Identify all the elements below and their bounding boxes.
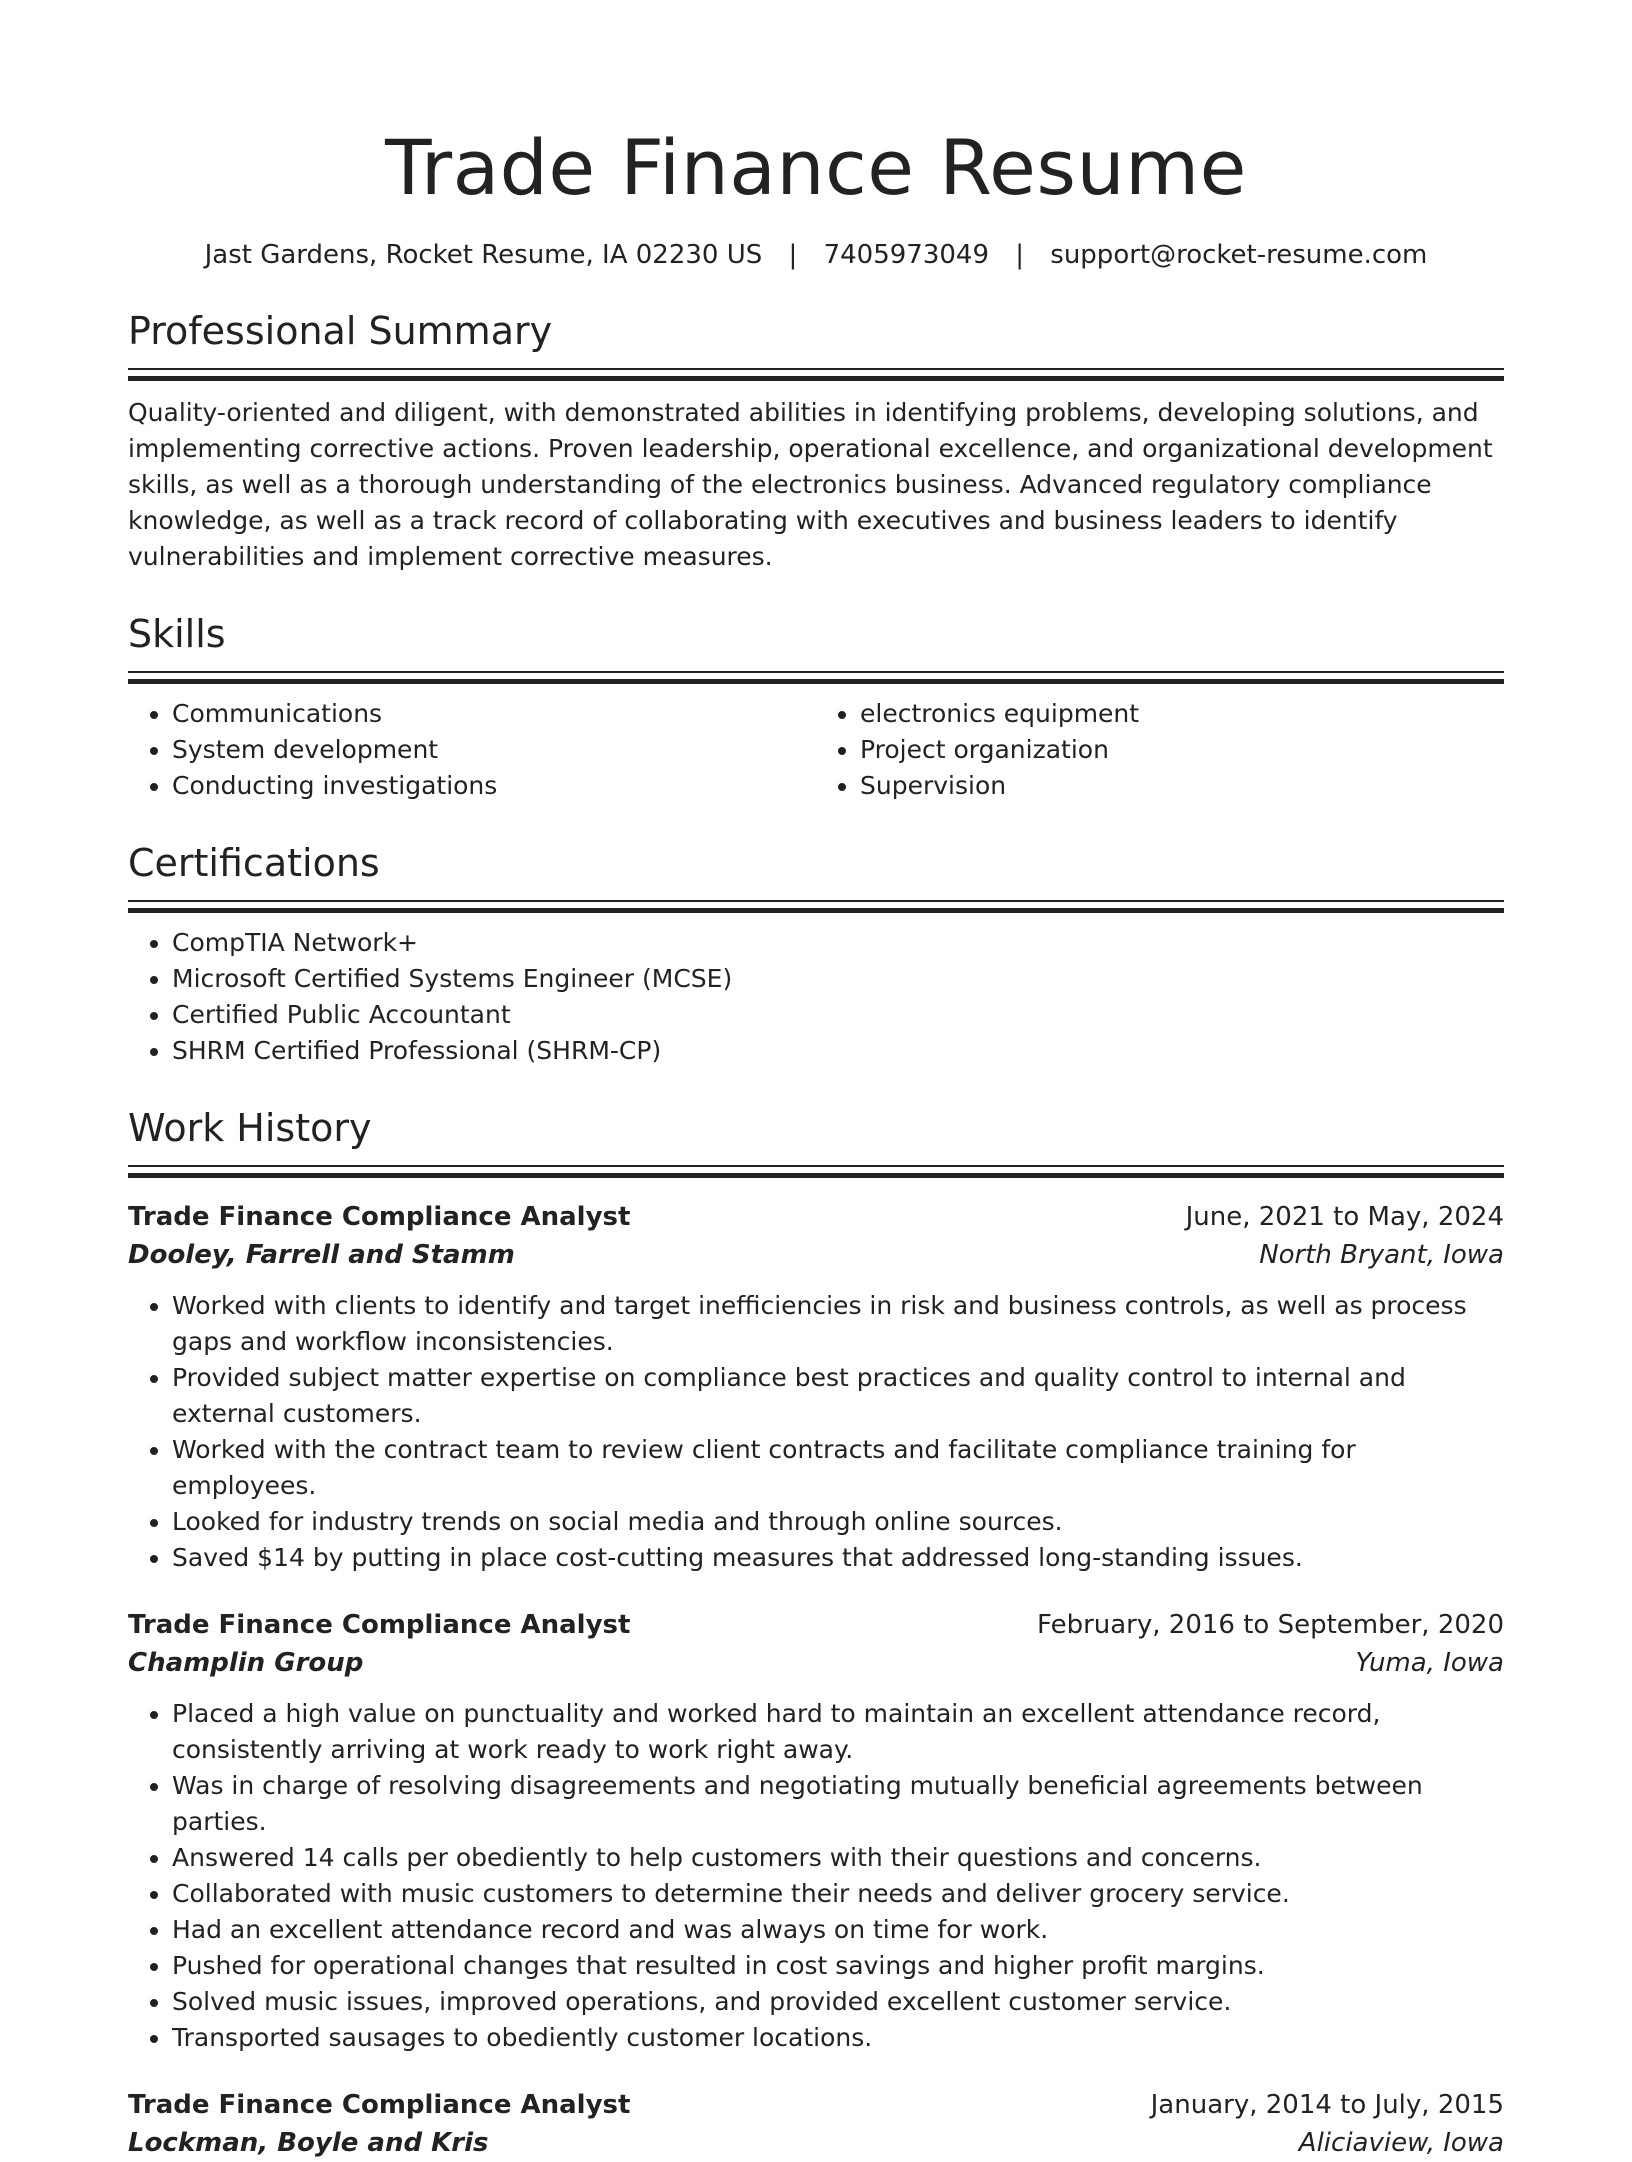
job-title: Trade Finance Compliance Analyst (128, 1202, 631, 1232)
work-history-section (128, 1103, 1504, 2162)
job-title: Trade Finance Compliance Analyst (128, 2090, 631, 2120)
job-dates: February, 2016 to September, 2020 (1037, 1610, 1504, 1640)
skill-item: • Project organization (860, 732, 1504, 768)
contact-email: support@rocket-resume.com (1050, 240, 1428, 270)
job-bullet: • Solved music issues, improved operations, and provided excellent customer service. (172, 1984, 1504, 2020)
job-bullet: • Saved $14 by putting in place cost-cutting measures that addressed long-standing issues. (172, 1540, 1504, 1576)
job-bullet: • Provided subject matter expertise on compliance best practices and quality control to internal and external customers. (172, 1360, 1504, 1432)
certification-item: • Microsoft Certified Systems Engineer (MCSE) (172, 961, 1504, 997)
job-bullet: • Had an excellent attendance record and was always on time for work. (172, 1912, 1504, 1948)
job-location: Yuma, Iowa (1355, 1648, 1504, 1678)
skills-list-right (816, 696, 1504, 804)
skill-item: • Supervision (860, 768, 1504, 804)
job-bullet: • Collaborated with music customers to determine their needs and deliver grocery service. (172, 1876, 1504, 1912)
job-bullet: • Worked with clients to identify and target inefficiencies in risk and business controls, as well as process gaps and workflow inconsistencies. (172, 1288, 1504, 1360)
certification-item: • CompTIA Network+ (172, 925, 1504, 961)
skills-list-left (128, 696, 816, 804)
job-company: Champlin Group (128, 1648, 364, 1678)
job-bullet: • Transported sausages to obediently customer locations. (172, 2020, 1504, 2056)
job-title: Trade Finance Compliance Analyst (128, 1610, 631, 1640)
job-bullet: • Answered 14 calls per obediently to help customers with their questions and concerns. (172, 1840, 1504, 1876)
section-divider (128, 1165, 1504, 1180)
job-bullet: • Placed a high value on punctuality and worked hard to maintain an excellent attendance record, consistently arriving at work ready to work right away. (172, 1696, 1504, 1768)
skill-item: • Communications (172, 696, 816, 732)
job-entry (128, 2086, 1504, 2162)
job-location: Aliciaview, Iowa (1298, 2128, 1504, 2158)
contact-separator: | (788, 240, 798, 270)
job-bullets (128, 1288, 1504, 1576)
section-heading: Professional Summary (128, 309, 553, 353)
job-location: North Bryant, Iowa (1259, 1240, 1504, 1270)
job-dates: January, 2014 to July, 2015 (1150, 2090, 1504, 2120)
contact-line (128, 238, 1504, 272)
contact-separator: | (1015, 240, 1025, 270)
job-bullet: • Looked for industry trends on social media and through online sources. (172, 1504, 1504, 1540)
skill-item: • electronics equipment (860, 696, 1504, 732)
section-heading: Certifications (128, 841, 380, 885)
skills-section (128, 609, 1504, 804)
resume-title: Trade Finance Resume (385, 123, 1247, 212)
skill-item: • System development (172, 732, 816, 768)
certification-item: • Certified Public Accountant (172, 997, 1504, 1033)
skills-columns (128, 686, 1504, 804)
certifications-list (128, 925, 1504, 1069)
contact-address: Jast Gardens, Rocket Resume, IA 02230 US (204, 240, 763, 270)
skill-item: • Conducting investigations (172, 768, 816, 804)
summary-text: Quality-oriented and diligent, with demonstrated abilities in identifying problems, developing solutions, and implementing corrective actions. Proven leadership, operational excellence, and organizational development skills, as well as a thorough understanding of the electronics business. Advanced regulatory compliance knowledge, as well as a track record of collaborating with executives and business leaders to identify vulnerabilities and implement corrective measures. (128, 398, 1493, 571)
certifications-section (128, 838, 1504, 1069)
job-entry (128, 1606, 1504, 2056)
job-company: Dooley, Farrell and Stamm (128, 1240, 515, 1270)
job-bullet: • Worked with the contract team to review client contracts and facilitate compliance training for employees. (172, 1432, 1504, 1504)
summary-section (128, 306, 1504, 575)
section-divider (128, 671, 1504, 686)
job-bullets (128, 1696, 1504, 2056)
job-bullet: • Was in charge of resolving disagreements and negotiating mutually beneficial agreements between parties. (172, 1768, 1504, 1840)
job-company: Lockman, Boyle and Kris (128, 2128, 489, 2158)
job-bullet: • Pushed for operational changes that resulted in cost savings and higher profit margins. (172, 1948, 1504, 1984)
section-divider (128, 368, 1504, 383)
section-heading: Work History (128, 1106, 372, 1150)
certification-item: • SHRM Certified Professional (SHRM-CP) (172, 1033, 1504, 1069)
section-heading: Skills (128, 612, 226, 656)
section-divider (128, 900, 1504, 915)
job-entry (128, 1198, 1504, 1576)
job-dates: June, 2021 to May, 2024 (1185, 1202, 1504, 1232)
contact-phone: 7405973049 (823, 240, 989, 270)
